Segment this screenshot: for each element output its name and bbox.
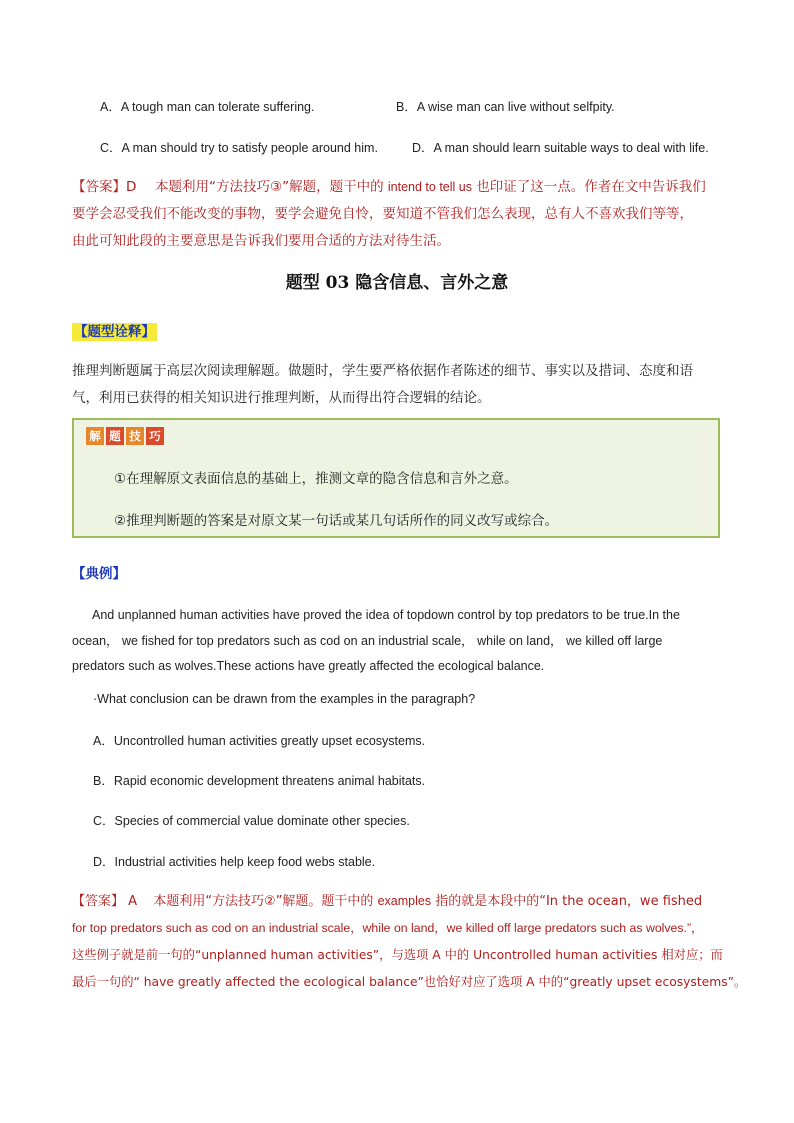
answer-1-text-start: 本题利用“方法技巧③”解题，题干中的 — [155, 179, 384, 195]
answer-1-line-2: 要学会忍受我们不能改变的事物，要学会避免自怜，要知道不管我们怎么表现，总有人不喜欢我们等等， — [72, 206, 693, 222]
example-option-a: A．Uncontrolled human activities greatly upset ecosystems. — [93, 734, 426, 748]
tip-2: ②推理判断题的答案是对原文某一句话或某几句话所作的同义改写或综合。 — [114, 513, 559, 529]
example-passage — [72, 603, 724, 680]
explain-line-2: 气，利用已获得的相关知识进行推理判断，从而得出符合逻辑的结论。 — [72, 390, 491, 406]
option-d-top: D．A man should learn suitable ways to deal with life. — [412, 141, 709, 155]
option-b-top: B．A wise man can live without selfpity. — [396, 100, 615, 114]
example-line-3: predators such as wolves.These actions have greatly affected the ecological balance. — [72, 659, 545, 673]
explain-tag-wrap — [72, 320, 157, 340]
answer-2-line-1a: 本题利用“方法技巧②”解题。题干中的 — [153, 894, 374, 909]
answer-1-text-end: 也印证了这一点。作者在文中告诉我们 — [476, 179, 706, 195]
tips-badge-ji: 技 — [126, 427, 144, 445]
tips-badges — [86, 427, 164, 445]
tips-badge-ti: 题 — [106, 427, 124, 445]
example-option-b: B．Rapid economic development threatens animal habitats. — [93, 774, 426, 788]
option-c-top: C．A man should try to satisfy people around him. — [100, 141, 378, 155]
explain-tag: 【题型诠释】 — [74, 324, 155, 340]
tips-badge-qiao: 巧 — [146, 427, 164, 445]
answer-2-line-2: for top predators such as cod on an industrial scale，while on land，we killed off large predators such as wolves.”， — [72, 921, 704, 935]
example-option-c: C．Species of commercial value dominate other species. — [93, 814, 410, 828]
explain-line-1: 推理判断题属于高层次阅读理解题。做题时，学生要严格依据作者陈述的细节、事实以及措词、态度和语 — [72, 363, 693, 379]
answer-2-line-1c: 指的就是本段中的“In the ocean，we fished — [435, 894, 703, 909]
tips-box — [72, 418, 720, 538]
example-line-1: And unplanned human activities have proved the idea of topdown control by top predators to be true.In the — [92, 608, 680, 622]
answer-1-label: 【答案】D — [72, 179, 137, 195]
example-tag: 【典例】 — [72, 566, 126, 582]
answer-2-line-3: 这些例子就是前一句的“unplanned human activities”，与选项 A 中的 Uncontrolled human activities 相对应；而 — [72, 948, 723, 962]
section-title: 题型 03 隐含信息、言外之意 — [285, 273, 509, 293]
answer-2-line-4: 最后一句的“ have greatly affected the ecological balance”也恰好对应了选项 A 中的“greatly upset ecosystems”。 — [72, 975, 747, 989]
tips-badge-jie: 解 — [86, 427, 104, 445]
tip-1: ①在理解原文表面信息的基础上，推测文章的隐含信息和言外之意。 — [114, 471, 518, 487]
explain-paragraph — [72, 358, 732, 412]
answer-1-line-3: 由此可知此段的主要意思是告诉我们要用合适的方法对待生活。 — [72, 233, 450, 249]
answer-1 — [72, 174, 732, 255]
answer-1-english: intend to tell us — [387, 180, 472, 194]
option-a-top: A．A tough man can tolerate suffering. — [100, 100, 315, 114]
example-option-d: D．Industrial activities help keep food webs stable. — [93, 855, 376, 869]
answer-2 — [72, 888, 747, 996]
answer-2-examples: examples — [377, 894, 432, 908]
example-question: ·What conclusion can be drawn from the examples in the paragraph? — [93, 692, 476, 706]
example-line-2: ocean， we fished for top predators such as cod on an industrial scale， while on land， we killed off large — [72, 633, 663, 648]
answer-2-label: 【答案】 A — [72, 894, 138, 909]
